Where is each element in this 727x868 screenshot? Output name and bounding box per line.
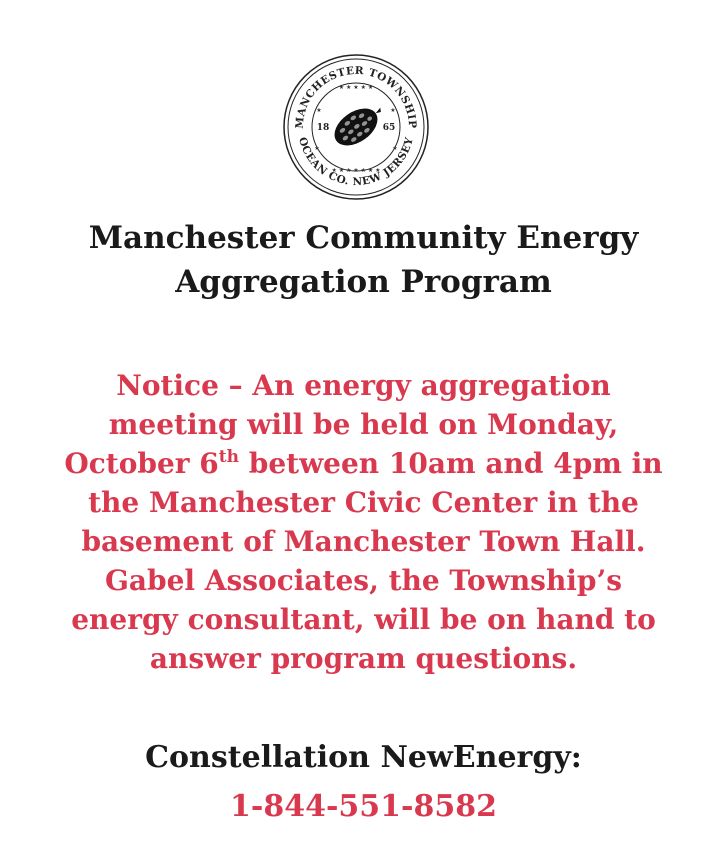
seal-year-right: 65 (382, 123, 396, 133)
svg-text:★: ★ (392, 145, 398, 152)
notice-date: October 6 (64, 447, 219, 480)
meeting-notice (0, 366, 727, 678)
notice-line-5: basement of Manchester Town Hall. (81, 525, 646, 558)
seal-year-left: 18 (316, 123, 330, 133)
township-seal (281, 52, 431, 202)
seal-top-text: MANCHESTER TOWNSHIP (293, 64, 419, 130)
svg-text:★ ★ ★ ★ ★ ★ ★: ★ ★ ★ ★ ★ ★ ★ (331, 167, 381, 174)
notice-line-4: the Manchester Civic Center in the (88, 486, 639, 519)
svg-text:★ ★ ★ ★ ★: ★ ★ ★ ★ ★ (338, 84, 374, 91)
notice-date-suffix: th (218, 447, 239, 467)
page-title (0, 216, 727, 304)
notice-time: between 10am and 4pm in (239, 447, 663, 480)
svg-text:★: ★ (390, 107, 396, 114)
notice-line-3 (0, 444, 727, 483)
notice-line-8: answer program questions. (149, 642, 578, 675)
seal-bottom-text: OCEAN CO. NEW JERSEY (296, 135, 416, 189)
title-line-2: Aggregation Program (175, 264, 552, 300)
title-line-1: Manchester Community Energy (88, 220, 639, 256)
supplier-name: Constellation NewEnergy: (145, 740, 582, 775)
svg-text:★: ★ (314, 145, 320, 152)
pinecone-icon (328, 97, 390, 153)
seal-graphic (281, 52, 431, 202)
notice-line-6: Gabel Associates, the Township’s (104, 564, 623, 597)
notice-line-7: energy consultant, will be on hand to (71, 603, 656, 636)
supplier-phone[interactable]: 1-844-551-8582 (230, 789, 497, 824)
svg-text:★: ★ (316, 107, 322, 114)
notice-line-1: Notice – An energy aggregation (116, 369, 611, 402)
notice-line-2: meeting will be held on Monday, (108, 408, 619, 441)
